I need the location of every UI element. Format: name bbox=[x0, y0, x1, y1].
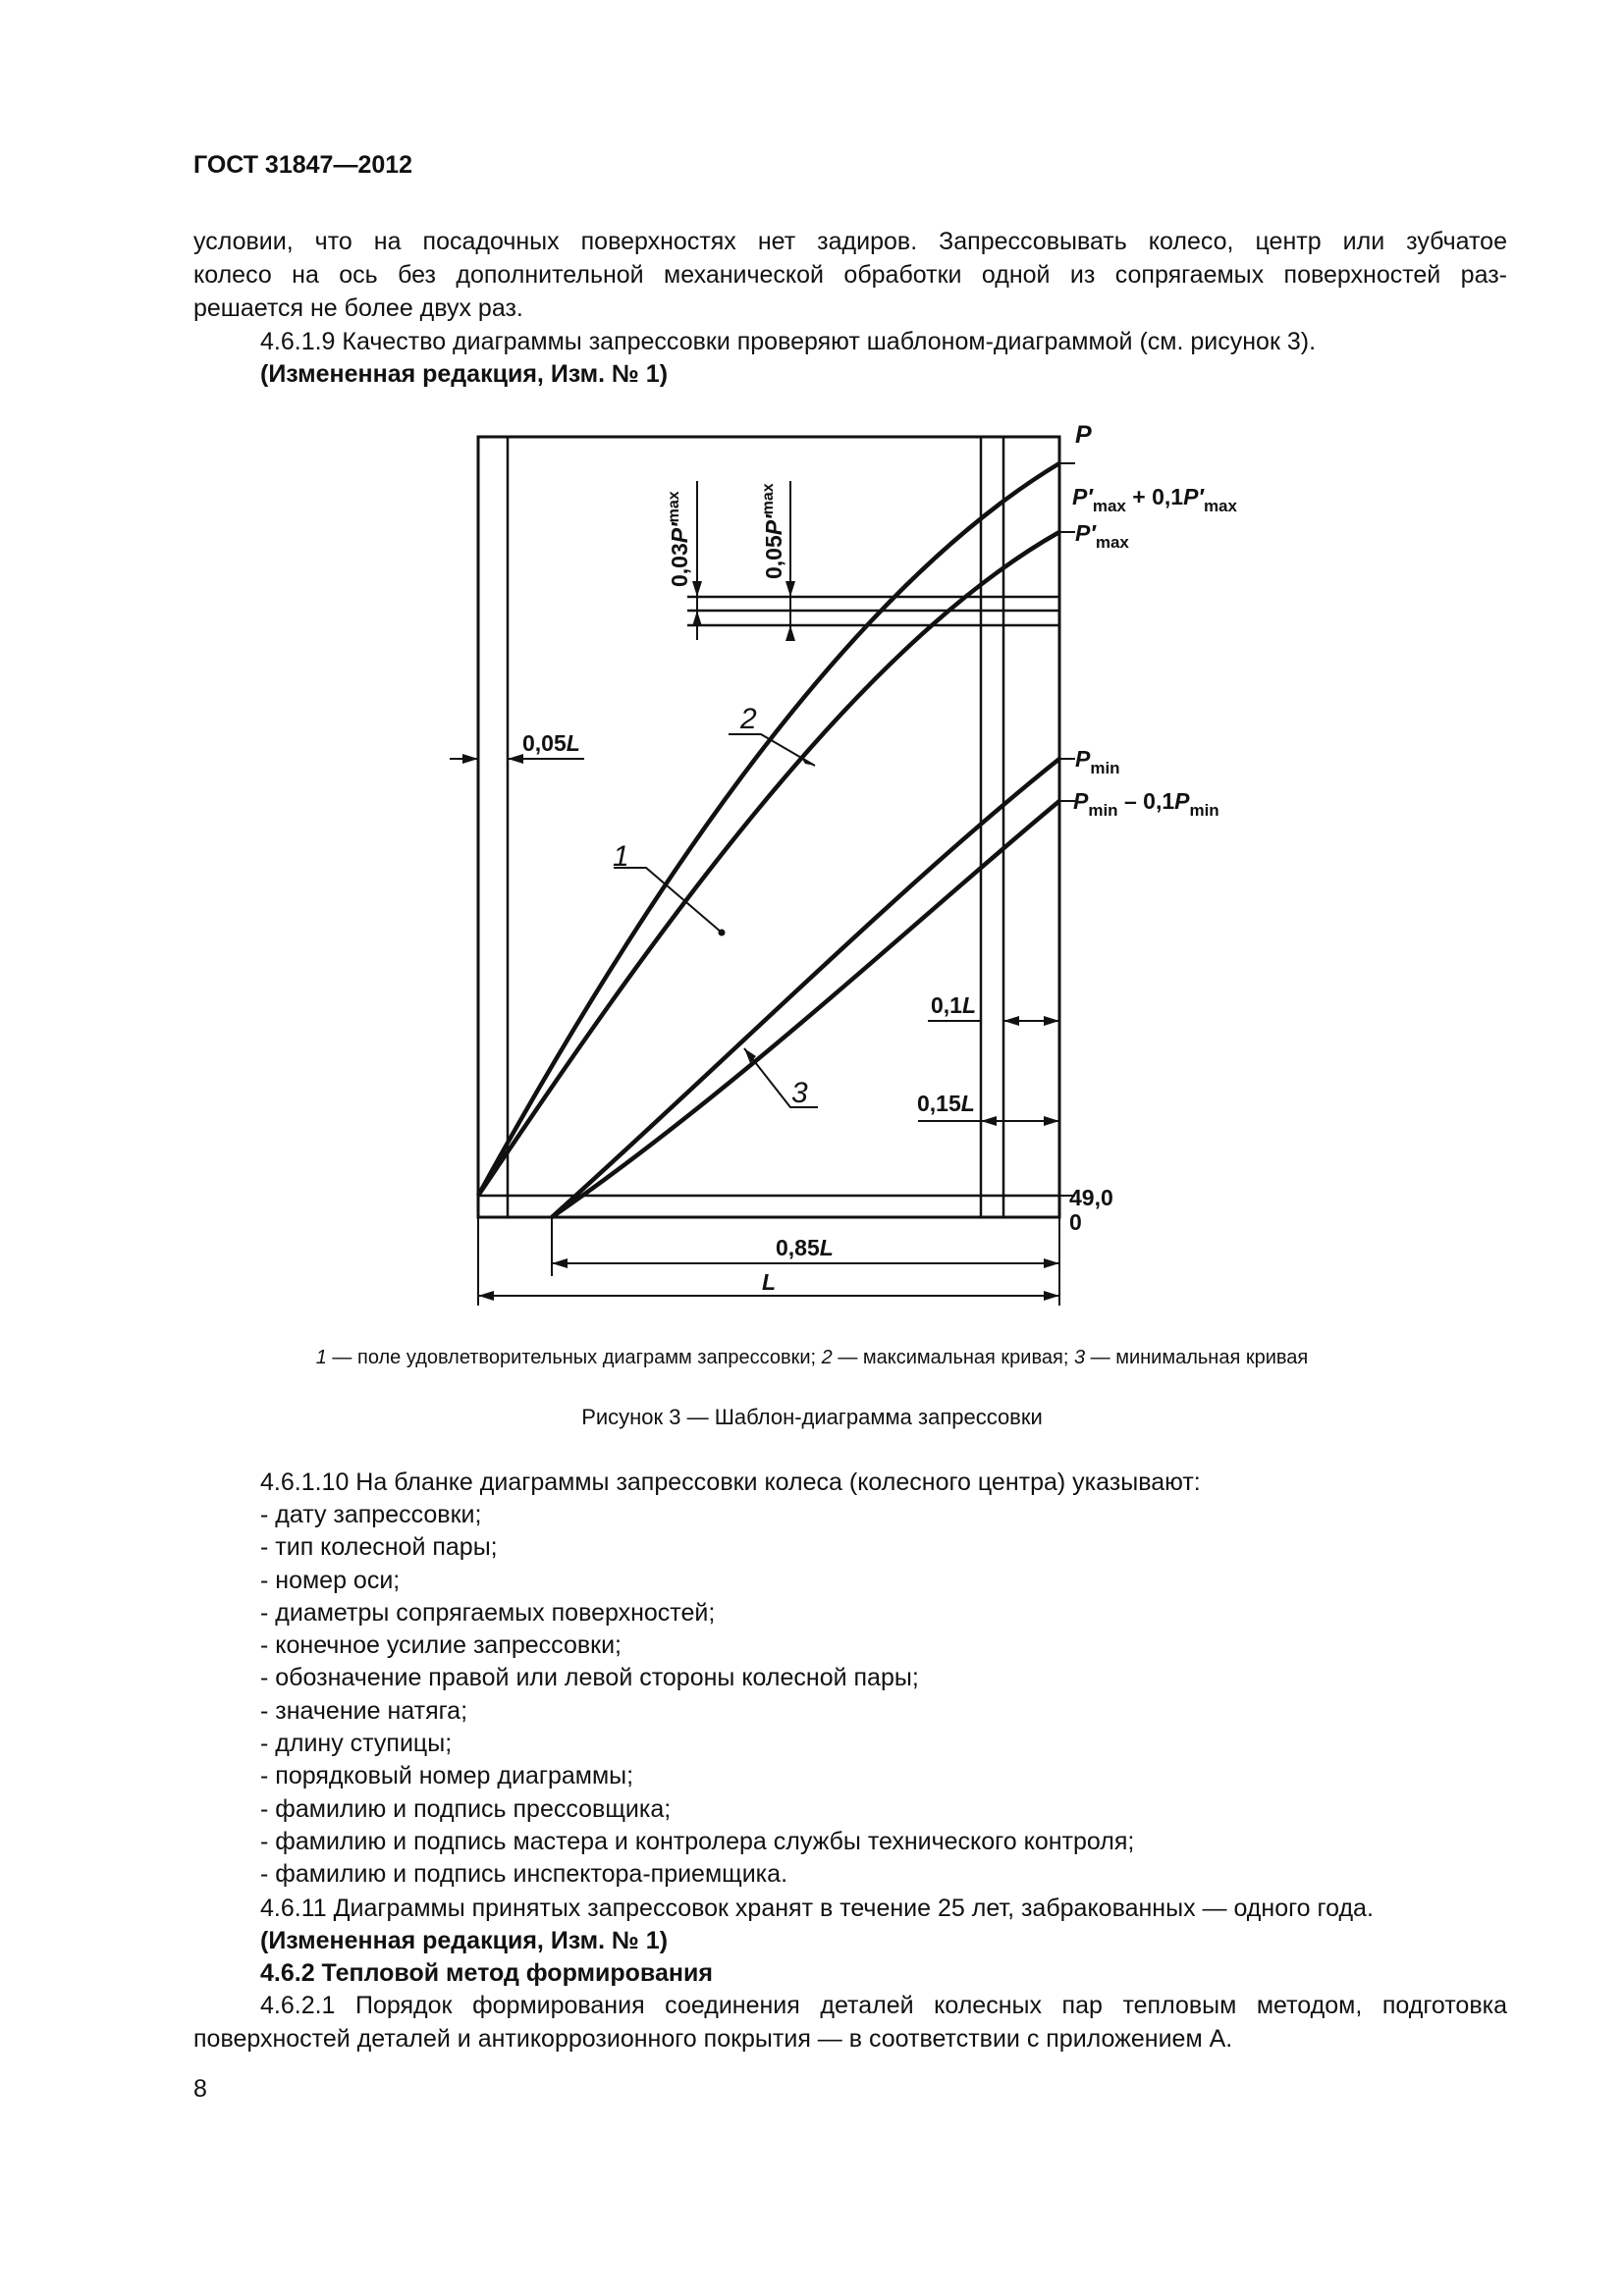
list-item: - обозначение правой или левой стороны колесной пары; bbox=[260, 1662, 1134, 1694]
label-dim-0-1L: 0,1L bbox=[931, 992, 977, 1018]
list-item: - конечное усилие запрессовки; bbox=[260, 1629, 1134, 1662]
amendment-note: (Измененная редакция, Изм. № 1) bbox=[260, 1927, 669, 1954]
leader-1-dot bbox=[719, 930, 726, 936]
paragraph-4-6-1-10: 4.6.1.10 На бланке диаграммы запрессовки колеса (колесного центра) указывают: bbox=[260, 1468, 1201, 1496]
list-item: - фамилию и подпись инспектора-приемщика. bbox=[260, 1858, 1134, 1891]
curve-min bbox=[552, 759, 1059, 1217]
arrowheads bbox=[462, 581, 1059, 1301]
label-dim-0-05L: 0,05L bbox=[522, 730, 580, 756]
callout-2: 2 bbox=[740, 703, 757, 735]
list-item: - фамилию и подпись мастера и контролера службы технического контроля; bbox=[260, 1826, 1134, 1858]
section-heading-4-6-2: 4.6.2 Тепловой метод формирования bbox=[260, 1959, 713, 1987]
page-number: 8 bbox=[193, 2075, 207, 2103]
list-item: - дату запрессовки; bbox=[260, 1499, 1134, 1531]
callout-1: 1 bbox=[613, 840, 629, 873]
figure-legend: 1 — поле удовлетворительных диаграмм запрессовки; 2 — максимальная кривая; 3 — минимальная кривая bbox=[315, 1347, 1309, 1368]
list-item: - номер оси; bbox=[260, 1565, 1134, 1597]
label-pmax: $P'_{max}$ bbox=[1075, 520, 1129, 552]
paragraph-line: поверхностей деталей и антикоррозионного покрытия — в соответствии с приложением А. bbox=[193, 2025, 1233, 2053]
label-pmin-minus: $P_{min} - 0,1P_{min}$ bbox=[1073, 788, 1219, 820]
label-dim-0-15L: 0,15L bbox=[917, 1091, 975, 1116]
paragraph-line: колесо на ось без дополнительной механической обработки одной из сопрягаемых поверхностей раз- bbox=[193, 261, 1507, 289]
callout-3: 3 bbox=[791, 1077, 808, 1109]
label-dim-0-85L: 0,85L bbox=[776, 1235, 834, 1260]
figure-caption: Рисунок 3 — Шаблон-диаграмма запрессовки bbox=[581, 1405, 1043, 1429]
list-item: - порядковый номер диаграммы; bbox=[260, 1760, 1134, 1792]
label-p: P bbox=[1075, 421, 1092, 449]
label-dim-L: L bbox=[762, 1269, 777, 1295]
list-item: - тип колесной пары; bbox=[260, 1531, 1134, 1564]
diagram-fields-list bbox=[260, 1499, 1134, 1892]
label-pmax-plus: $P'_{max} + 0,1P'_{max}$ bbox=[1072, 484, 1237, 515]
list-item: - длину ступицы; bbox=[260, 1728, 1134, 1760]
paragraph-4-6-1-9: 4.6.1.9 Качество диаграммы запрессовки проверяют шаблоном-диаграммой (см. рисунок 3). bbox=[260, 328, 1317, 355]
paragraph-4-6-11: 4.6.11 Диаграммы принятых запрессовок хранят в течение 25 лет, забракованных — одного года. bbox=[260, 1895, 1374, 1922]
label-dim-0-03: $0,03P'^{max}$ bbox=[666, 491, 692, 587]
paragraph-4-6-2-1: 4.6.2.1 Порядок формирования соединения деталей колесных пар тепловым методом, подготовка bbox=[260, 1992, 1507, 2019]
paragraph-line: решается не более двух раз. bbox=[193, 294, 523, 322]
label-value-0: 0 bbox=[1069, 1209, 1082, 1235]
list-item: - фамилию и подпись прессовщика; bbox=[260, 1793, 1134, 1826]
amendment-note: (Измененная редакция, Изм. № 1) bbox=[260, 360, 669, 388]
list-item: - диаметры сопрягаемых поверхностей; bbox=[260, 1597, 1134, 1629]
label-dim-0-05: $0,05P'^{max}$ bbox=[760, 483, 786, 579]
label-value-49: 49,0 bbox=[1069, 1185, 1113, 1210]
list-item: - значение натяга; bbox=[260, 1695, 1134, 1728]
paragraph-line: условии, что на посадочных поверхностях нет задиров. Запрессовывать колесо, центр или зубчатое bbox=[193, 228, 1507, 255]
label-pmin: $P_{min}$ bbox=[1075, 746, 1120, 777]
document-header: ГОСТ 31847—2012 bbox=[193, 151, 413, 179]
